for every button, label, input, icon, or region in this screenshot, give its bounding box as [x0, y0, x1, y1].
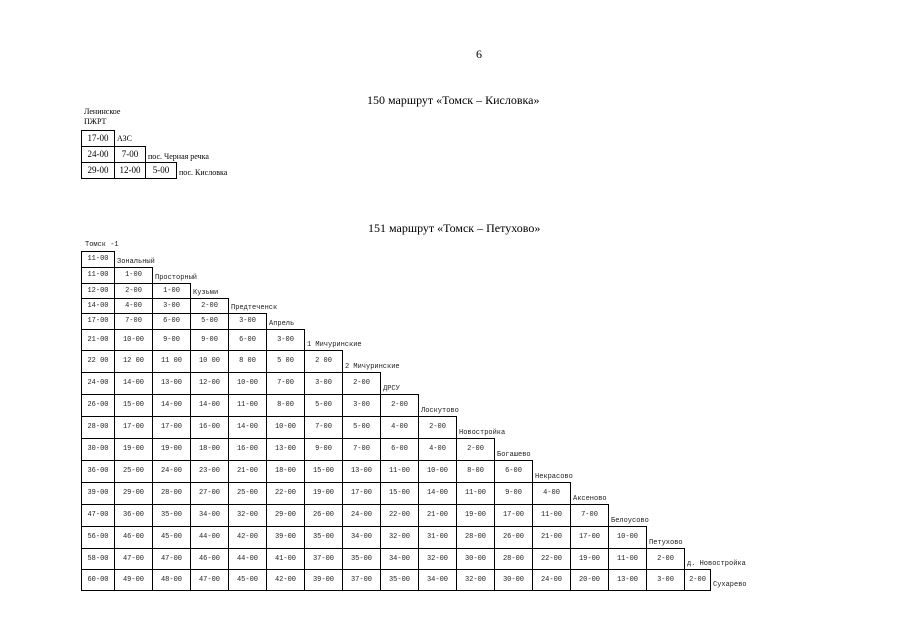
- time-cell: 9-00: [494, 482, 533, 505]
- time-cell: 30-00: [494, 569, 533, 591]
- time-cell: 28-00: [152, 482, 191, 505]
- stop-label: Предтеченск: [231, 304, 278, 312]
- time-cell: 2-00: [114, 283, 153, 299]
- time-cell: 5 00: [266, 350, 305, 373]
- time-cell: 7-00: [266, 372, 305, 395]
- time-cell: 19-00: [570, 548, 609, 570]
- time-cell: 7-00: [570, 504, 609, 527]
- time-cell: 36-00: [81, 460, 115, 483]
- route-150-title: 150 маршрут «Томск – Кисловка»: [367, 93, 540, 107]
- time-cell: 10-00: [608, 526, 647, 549]
- time-cell: 32-00: [380, 526, 419, 549]
- time-cell: 30-00: [81, 438, 115, 461]
- time-cell: 35-00: [304, 526, 343, 549]
- time-cell: 4-00: [418, 438, 457, 461]
- time-cell: 2-00: [418, 416, 457, 439]
- time-cell: 31-00: [418, 526, 457, 549]
- time-cell: 16-00: [190, 416, 229, 439]
- time-cell: 24-00: [342, 504, 381, 527]
- time-cell: 17-00: [570, 526, 609, 549]
- time-cell: 17-00: [342, 482, 381, 505]
- origin-label: ПЖРТ: [84, 117, 107, 126]
- time-cell: 3-00: [266, 329, 305, 351]
- time-cell: 12-00: [190, 372, 229, 395]
- stop-label: Лоскутово: [421, 407, 459, 415]
- time-cell: 18-00: [190, 438, 229, 461]
- time-cell: 24-00: [532, 569, 571, 591]
- time-cell: 35-00: [380, 569, 419, 591]
- time-cell: 19-00: [152, 438, 191, 461]
- stop-label: Сухарево: [713, 581, 747, 589]
- time-cell: 11-00: [228, 394, 267, 417]
- time-cell: 58-00: [81, 548, 115, 570]
- time-cell: 19-00: [304, 482, 343, 505]
- time-cell: 23-00: [190, 460, 229, 483]
- time-cell: 15-00: [114, 394, 153, 417]
- time-cell: 15-00: [380, 482, 419, 505]
- stop-label: Некрасово: [535, 473, 573, 481]
- time-cell: 13-00: [608, 569, 647, 591]
- time-cell: 45-00: [228, 569, 267, 591]
- time-cell: 1-00: [152, 283, 191, 299]
- time-cell: 2-00: [646, 548, 685, 570]
- time-cell: 36-00: [114, 504, 153, 527]
- time-cell: 7-00: [304, 416, 343, 439]
- time-cell: 17-00: [81, 130, 115, 147]
- time-cell: 60-00: [81, 569, 115, 591]
- time-cell: 12-00: [81, 283, 115, 299]
- time-cell: 10-00: [114, 329, 153, 351]
- time-cell: 44-00: [190, 526, 229, 549]
- time-cell: 46-00: [114, 526, 153, 549]
- time-cell: 2-00: [342, 372, 381, 395]
- time-cell: 6-00: [152, 313, 191, 330]
- time-cell: 47-00: [152, 548, 191, 570]
- time-cell: 14-00: [418, 482, 457, 505]
- time-cell: 34-00: [380, 548, 419, 570]
- time-cell: 17-00: [494, 504, 533, 527]
- stop-label: д. Новостройка: [687, 560, 746, 568]
- time-cell: 3-00: [152, 298, 191, 314]
- stop-label: 1 Мичуринские: [307, 341, 362, 349]
- time-cell: 17-00: [81, 313, 115, 330]
- time-cell: 6-00: [228, 329, 267, 351]
- route-151-title: 151 маршрут «Томск – Петухово»: [368, 221, 541, 235]
- time-cell: 11-00: [608, 548, 647, 570]
- time-cell: 11-00: [81, 251, 115, 268]
- time-cell: 22 00: [81, 350, 115, 373]
- time-cell: 28-00: [456, 526, 495, 549]
- time-cell: 22-00: [266, 482, 305, 505]
- time-cell: 34-00: [418, 569, 457, 591]
- stop-label: пос. Черная речка: [148, 152, 209, 161]
- time-cell: 15-00: [304, 460, 343, 483]
- time-cell: 21-00: [81, 329, 115, 351]
- time-cell: 39-00: [266, 526, 305, 549]
- time-cell: 34-00: [342, 526, 381, 549]
- time-cell: 10-00: [418, 460, 457, 483]
- time-cell: 29-00: [81, 162, 115, 179]
- stop-label: ДРСУ: [383, 385, 400, 393]
- stop-label: Богашево: [497, 451, 531, 459]
- time-cell: 18-00: [266, 460, 305, 483]
- time-cell: 7-00: [114, 313, 153, 330]
- time-cell: 35-00: [342, 548, 381, 570]
- time-cell: 32-00: [456, 569, 495, 591]
- time-cell: 44-00: [228, 548, 267, 570]
- stop-label: 2 Мичуринские: [345, 363, 400, 371]
- time-cell: 9-00: [304, 438, 343, 461]
- time-cell: 10 00: [190, 350, 229, 373]
- time-cell: 20-00: [570, 569, 609, 591]
- stop-label: Зональный: [117, 258, 155, 266]
- time-cell: 7-00: [342, 438, 381, 461]
- time-cell: 37-00: [342, 569, 381, 591]
- time-cell: 9-00: [190, 329, 229, 351]
- time-cell: 47-00: [81, 504, 115, 527]
- time-cell: 14-00: [190, 394, 229, 417]
- time-cell: 45-00: [152, 526, 191, 549]
- time-cell: 1-00: [114, 267, 153, 284]
- time-cell: 3-00: [646, 569, 685, 591]
- time-cell: 28-00: [494, 548, 533, 570]
- time-cell: 3-00: [228, 313, 267, 330]
- time-cell: 2-00: [380, 394, 419, 417]
- time-cell: 56-00: [81, 526, 115, 549]
- time-cell: 37-00: [304, 548, 343, 570]
- time-cell: 25-00: [228, 482, 267, 505]
- stop-label: Аксеново: [573, 495, 607, 503]
- time-cell: 4-00: [114, 298, 153, 314]
- time-cell: 2-00: [190, 298, 229, 314]
- time-cell: 24-00: [81, 146, 115, 163]
- time-cell: 24-00: [152, 460, 191, 483]
- time-cell: 16-00: [228, 438, 267, 461]
- time-cell: 21-00: [532, 526, 571, 549]
- time-cell: 13-00: [152, 372, 191, 395]
- time-cell: 17-00: [114, 416, 153, 439]
- time-cell: 4-00: [380, 416, 419, 439]
- time-cell: 10-00: [266, 416, 305, 439]
- time-cell: 11-00: [380, 460, 419, 483]
- time-cell: 17-00: [152, 416, 191, 439]
- time-cell: 32-00: [418, 548, 457, 570]
- time-cell: 9-00: [152, 329, 191, 351]
- stop-label: Просторный: [155, 274, 198, 282]
- time-cell: 24-00: [81, 372, 115, 395]
- time-cell: 21-00: [418, 504, 457, 527]
- time-cell: 28-00: [81, 416, 115, 439]
- stop-label: Апрель: [269, 320, 295, 328]
- time-cell: 13-00: [266, 438, 305, 461]
- origin-label: Томск -1: [85, 241, 119, 249]
- time-cell: 11-00: [81, 267, 115, 284]
- time-cell: 3-00: [342, 394, 381, 417]
- time-cell: 47-00: [114, 548, 153, 570]
- time-cell: 26-00: [494, 526, 533, 549]
- stop-label: Новостройка: [459, 429, 506, 437]
- time-cell: 29-00: [114, 482, 153, 505]
- time-cell: 5-00: [342, 416, 381, 439]
- time-cell: 22-00: [380, 504, 419, 527]
- time-cell: 29-00: [266, 504, 305, 527]
- time-cell: 7-00: [114, 146, 146, 163]
- time-cell: 3-00: [304, 372, 343, 395]
- stop-label: АЗС: [117, 134, 132, 143]
- time-cell: 46-00: [190, 548, 229, 570]
- time-cell: 8-00: [266, 394, 305, 417]
- time-cell: 26-00: [304, 504, 343, 527]
- time-cell: 39-00: [81, 482, 115, 505]
- origin-label: Ленинское: [84, 107, 121, 116]
- time-cell: 2-00: [456, 438, 495, 461]
- time-cell: 6-00: [494, 460, 533, 483]
- time-cell: 5-00: [190, 313, 229, 330]
- time-cell: 6-00: [380, 438, 419, 461]
- time-cell: 11-00: [456, 482, 495, 505]
- time-cell: 2-00: [684, 569, 711, 591]
- time-cell: 8 00: [228, 350, 267, 373]
- time-cell: 11 00: [152, 350, 191, 373]
- time-cell: 12-00: [114, 162, 146, 179]
- time-cell: 39-00: [304, 569, 343, 591]
- time-cell: 5-00: [145, 162, 177, 179]
- time-cell: 22-00: [532, 548, 571, 570]
- time-cell: 14-00: [114, 372, 153, 395]
- time-cell: 35-00: [152, 504, 191, 527]
- time-cell: 42-00: [228, 526, 267, 549]
- time-cell: 14-00: [81, 298, 115, 314]
- time-cell: 11-00: [532, 504, 571, 527]
- time-cell: 19-00: [114, 438, 153, 461]
- page-number: 6: [476, 47, 482, 61]
- stop-label: Кузьми: [193, 289, 219, 297]
- time-cell: 47-00: [190, 569, 229, 591]
- time-cell: 14-00: [228, 416, 267, 439]
- time-cell: 27-00: [190, 482, 229, 505]
- time-cell: 4-00: [532, 482, 571, 505]
- time-cell: 25-00: [114, 460, 153, 483]
- stop-label: Петухово: [649, 539, 683, 547]
- time-cell: 5-00: [304, 394, 343, 417]
- time-cell: 13-00: [342, 460, 381, 483]
- stop-label: пос. Кисловка: [179, 168, 228, 177]
- time-cell: 48-00: [152, 569, 191, 591]
- time-cell: 2 00: [304, 350, 343, 373]
- time-cell: 41-00: [266, 548, 305, 570]
- time-cell: 10-00: [228, 372, 267, 395]
- time-cell: 26-00: [81, 394, 115, 417]
- time-cell: 21-00: [228, 460, 267, 483]
- time-cell: 8-00: [456, 460, 495, 483]
- time-cell: 32-00: [228, 504, 267, 527]
- time-cell: 12 00: [114, 350, 153, 373]
- stop-label: Белоусово: [611, 517, 649, 525]
- time-cell: 34-00: [190, 504, 229, 527]
- time-cell: 14-00: [152, 394, 191, 417]
- time-cell: 19-00: [456, 504, 495, 527]
- time-cell: 30-00: [456, 548, 495, 570]
- time-cell: 42-00: [266, 569, 305, 591]
- time-cell: 49-00: [114, 569, 153, 591]
